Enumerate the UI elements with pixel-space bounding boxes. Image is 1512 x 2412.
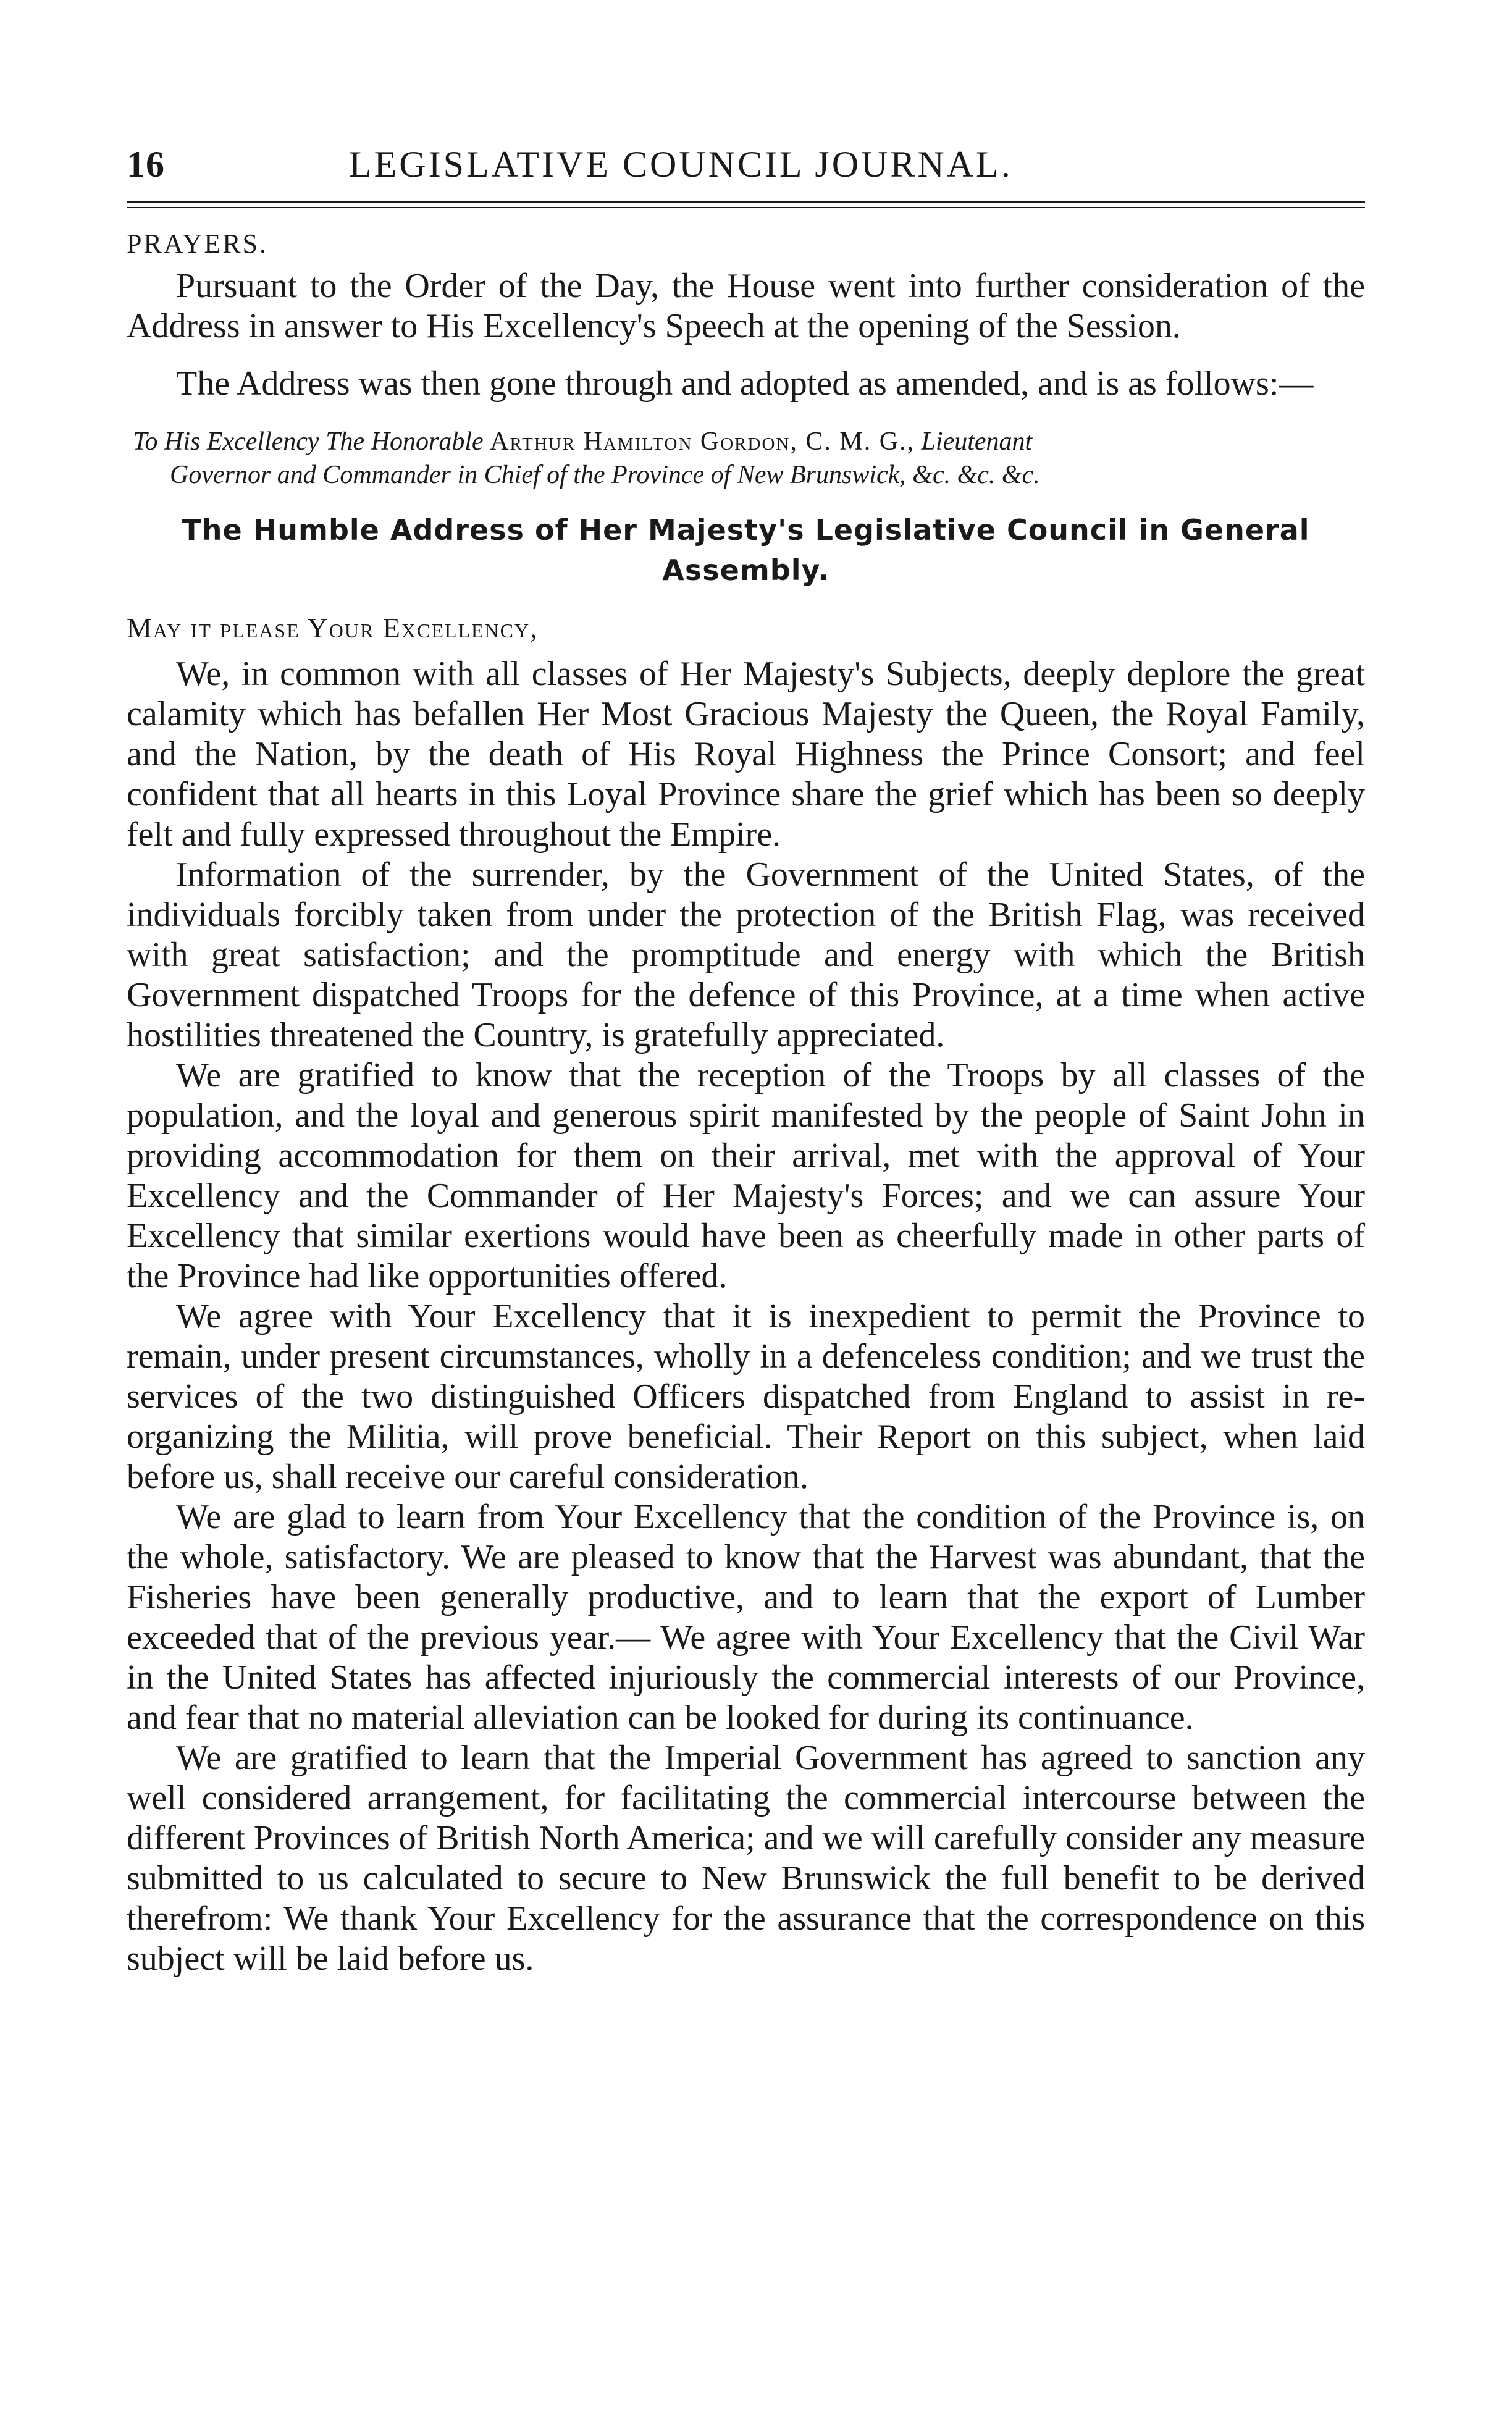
address-paragraph: We agree with Your Excellency that it is inexpedient to permit the Province to remain, under present circumstances, wholly in a defenceless condition; and we trust the services of the two distinguished Officers dispatched from England to assist in re-organizing the Militia, will prove beneficial. Their Report on this subject, when laid before us, shall receive our careful consideration. bbox=[127, 1297, 1365, 1496]
address-paragraph: We are gratified to learn that the Imperial Government has agreed to sanction any well considered arrangement, for facilitating the commercial intercourse between the different Provinces of British North America; and we will carefully consider any measure submitted to us calculated to secure to New Brunswick the full benefit to be derived therefrom: We thank Your Excellency for the assurance that the correspondence on this subject will be laid before us. bbox=[127, 1739, 1366, 1978]
recipient-title: Governor and Commander in Chief of the Province of New Brunswick, &c. &c. &c. bbox=[170, 461, 1040, 489]
address-paragraph: We are glad to learn from Your Excellency that the condition of the Province is, on the whole, satisfactory. We are pleased to know that the Harvest was abundant, that the Fisheries have been generally productive, and to learn that the export of Lumber exceeded that of the previous year.— We agree with Your Excellency that the Civil War in the United States has affected injuriously the commercial interests of our Province, and fear that no material alleviation can be looked for during its continuance. bbox=[127, 1498, 1365, 1737]
recipient-name: Arthur Hamilton Gordon, C. M. G., bbox=[490, 427, 915, 456]
address-paragraph: We are gratified to know that the reception of the Troops by all classes of the population, and the loyal and generous spirit manifested by the people of Saint John in providing accommodation for them on their arrival, met with the approval of Your Excellency and the Commander of Her Majesty's Forces; and we can assure Your Excellency that similar exertions would have been as cheerfully made in other parts of the Province had like opportunities offered. bbox=[127, 1056, 1365, 1295]
address-paragraph: We, in common with all classes of Her Majesty's Subjects, deeply deplore the great calamity which has befallen Her Most Gracious Majesty the Queen, the Royal Family, and the Nation, by the death of His Royal Highness the Prince Consort; and feel confident that all hearts in this Loyal Province share the grief which has been so deeply felt and fully expressed throughout the Empire. bbox=[127, 655, 1365, 854]
page-header bbox=[127, 143, 1365, 193]
header-rule-top bbox=[127, 201, 1365, 203]
address-paragraph: Information of the surrender, by the Government of the United States, of the individuals forcibly taken from under the protection of the British Flag, was received with great satisfaction; and the promptitude and energy with which the British Government dispatched Troops for the defence of this Province, at a time when active hostilities threatened the Country, is gratefully appreciated. bbox=[127, 855, 1365, 1054]
address-title: The Humble Address of Her Majesty's Legislative Council in General Assembly. bbox=[182, 513, 1310, 587]
intro-paragraph: Pursuant to the Order of the Day, the House went into further consideration of the Address in answer to His Excellency's Speech at the opening of the Session. bbox=[127, 267, 1365, 345]
section-heading: PRAYERS. bbox=[127, 229, 269, 259]
intro-paragraph: The Address was then gone through and adopted as amended, and is as follows:— bbox=[176, 364, 1314, 403]
running-title: LEGISLATIVE COUNCIL JOURNAL. bbox=[349, 144, 1013, 185]
salutation: May it please Your Excellency, bbox=[127, 612, 539, 644]
header-rule-bottom bbox=[127, 207, 1365, 208]
recipient-prefix: To His Excellency The Honorable bbox=[133, 427, 484, 456]
page-body bbox=[127, 224, 1365, 1979]
recipient-suffix: Lieutenant bbox=[921, 427, 1033, 456]
page-number: 16 bbox=[127, 144, 165, 185]
address-recipient bbox=[127, 425, 1365, 492]
